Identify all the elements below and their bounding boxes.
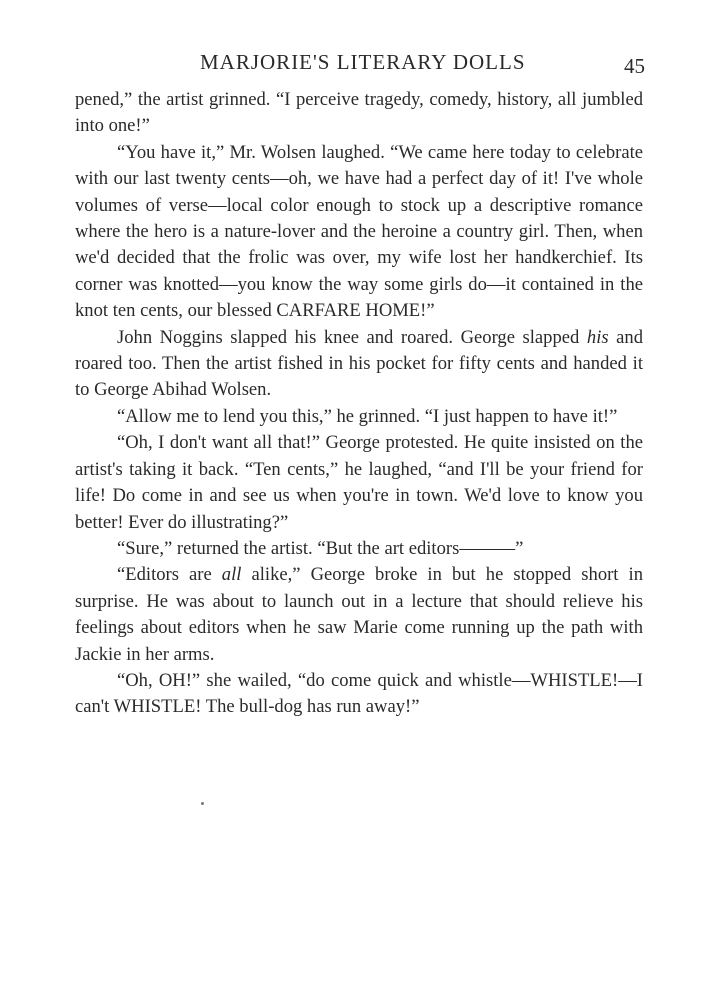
page-number: 45 bbox=[624, 54, 645, 78]
text-run: and roared too. Then the artist fished in his pocket for fifty cents and handed it to George Abihad Wolsen. bbox=[75, 326, 643, 401]
italic-word: his bbox=[586, 326, 609, 348]
text-run: John Noggins slapped his knee and roared. George slapped bbox=[117, 326, 587, 348]
running-header bbox=[75, 50, 645, 80]
paragraph-george-protests: “Oh, I don't want all that!” George protested. He quite insisted on the artist's taking it back. “Ten cents,” he laughed, “and I'll be your friend for life! Do come in and see us when you're in town. We'd love to know you better! Ever do illustrating?” bbox=[75, 432, 643, 533]
paragraph-editors bbox=[75, 562, 643, 668]
text-run: “Editors are bbox=[117, 564, 222, 586]
paragraph-wolsen-explains: “You have it,” Mr. Wolsen laughed. “We came here today to celebrate with our last twenty cents—oh, we have had a perfect day of it! I've whole volumes of verse—local color enough to stock up a descriptive romance where the hero is a nature-lover and the heroine a country girl. Then, when we'd decided that the frolic was over, my wife lost her handkerchief. Its corner was knotted—you know the way some girls do—it contained in the knot ten cents, our blessed CARFARE HOME!” bbox=[75, 141, 643, 322]
paragraph-marie-wails: “Oh, OH!” she wailed, “do come quick and whistle—WHISTLE!—I can't WHISTLE! The bull-dog has run away!” bbox=[75, 669, 643, 718]
italic-word: all bbox=[221, 564, 242, 586]
running-title: MARJORIE'S LITERARY DOLLS bbox=[200, 50, 526, 74]
paper-speck bbox=[201, 802, 204, 805]
paragraph-artist-replies: “Sure,” returned the artist. “But the art editors———” bbox=[117, 537, 524, 559]
paragraph-artist-lends: “Allow me to lend you this,” he grinned. “I just happen to have it!” bbox=[117, 405, 618, 427]
paragraph-noggins-roars bbox=[75, 325, 643, 404]
paragraph-continuation: pened,” the artist grinned. “I perceive tragedy, comedy, history, all jumbled into one!” bbox=[75, 89, 643, 137]
body-text bbox=[75, 87, 643, 721]
text-run: alike,” George broke in but he stopped short in surprise. He was about to launch out in a lecture that should relieve his feelings about editors when he saw Marie come running up the path with Jackie in her arms. bbox=[75, 564, 643, 665]
